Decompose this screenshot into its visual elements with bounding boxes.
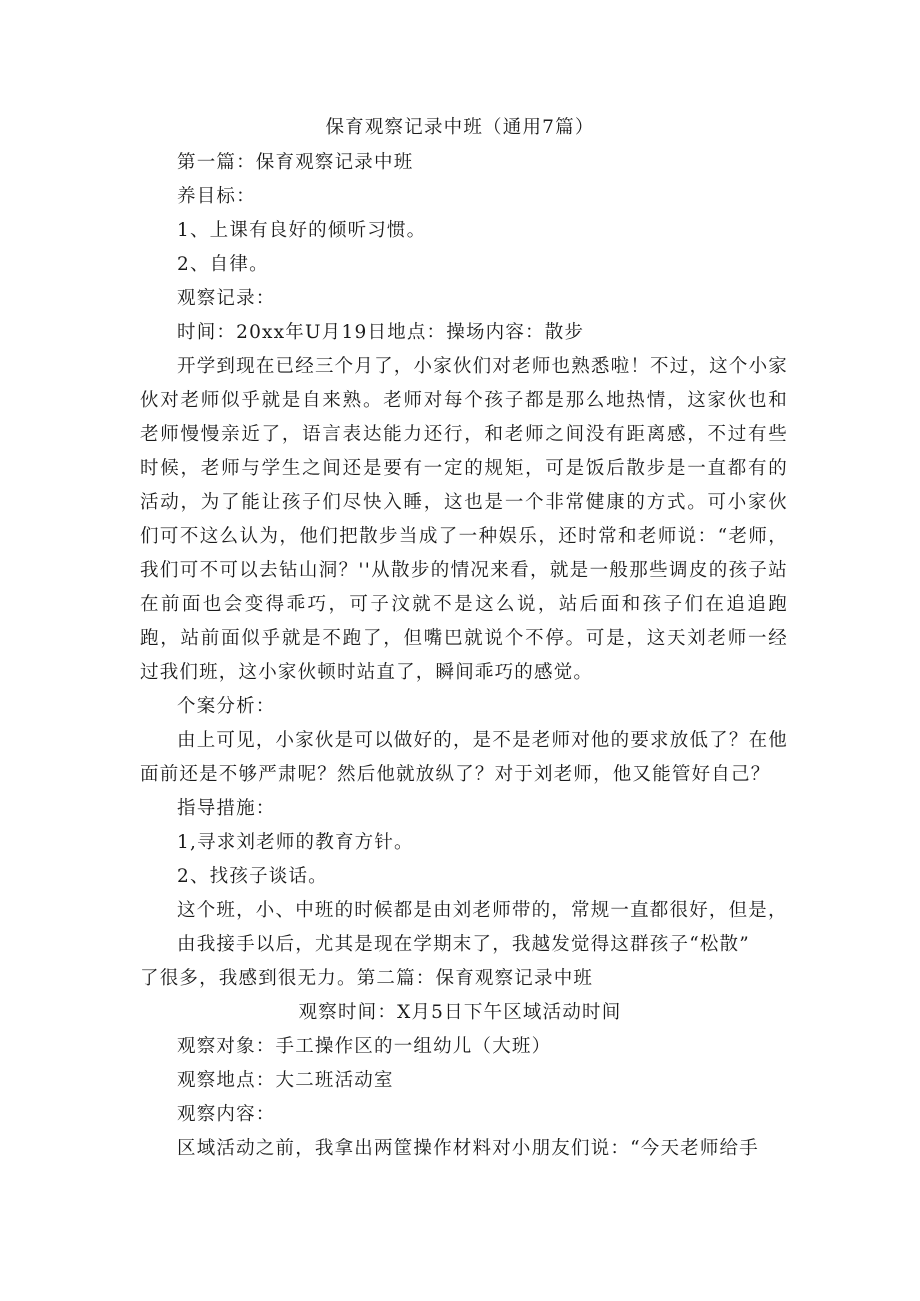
closing-line-1: 这个班，小、中班的时候都是由刘老师带的，常规一直都很好，但是， xyxy=(177,900,788,921)
observe-content-label: 观察内容： xyxy=(177,1104,276,1125)
observe-time: 观察时间：X月5日下午区域活动时间 xyxy=(298,1002,622,1023)
analysis-paragraph: 由上可见，小家伙是可以做好的，是不是老师对他的要求放低了？在他面前还是不够严肃呢？然后他就放纵了？对于刘老师，他又能管好自己？ xyxy=(140,730,788,785)
goal-item-2: 2、自律。 xyxy=(177,254,269,275)
measures-label: 指导措施： xyxy=(177,798,276,819)
observe-place: 观察地点：大二班活动室 xyxy=(177,1070,394,1091)
record-meta: 时间：20xx年U月19日地点：操场内容：散步 xyxy=(177,322,585,343)
record-paragraph: 开学到现在已经三个月了，小家伙们对老师也熟悉啦！不过，这个小家伙对老师似乎就是自来熟。老师对每个孩子都是那么地热情，这家伙也和老师慢慢亲近了，语言表达能力还行，和老师之间没有距离感，不过有些时候，老师与学生之间还是要有一定的规矩，可是饭后散步是一直都有的活动，为了能让孩子们尽快入睡，这也是一个非常健康的方式。可小家伙们可不这么认为，他们把散步当成了一种娱乐，还时常和老师说：“老师，我们可不可以去钻山洞？''从散步的情况来看，就是一般那些调皮的孩子站在前面也会变得乖巧，可子汶就不是这么说，站后面和孩子们在追追跑跑，站前面似乎就是不跑了，但嘴巴就说个不停。可是，这天刘老师一经过我们班，这小家伙顿时站直了，瞬间乖巧的感觉。 xyxy=(140,356,788,683)
section1-heading: 第一篇：保育观察记录中班 xyxy=(177,152,414,173)
measure-item-2: 2、找孩子谈话。 xyxy=(177,866,328,887)
goal-label: 养目标： xyxy=(177,186,256,207)
measure-item-1: 1,寻求刘老师的教育方针。 xyxy=(177,832,414,853)
record-label: 观察记录： xyxy=(177,288,276,309)
closing-line-2: 由我接手以后，尤其是现在学期末了，我越发觉得这群孩子“松散” xyxy=(177,934,750,955)
closing-line-3: 了很多，我感到很无力。第二篇：保育观察记录中班 xyxy=(140,968,594,989)
analysis-label: 个案分析： xyxy=(177,696,276,717)
document-title: 保育观察记录中班（通用7篇） xyxy=(325,117,595,138)
observe-object: 观察对象：手工操作区的一组幼儿（大班） xyxy=(177,1036,552,1057)
observe-content-text: 区域活动之前，我拿出两筐操作材料对小朋友们说：“今天老师给手 xyxy=(177,1138,759,1159)
goal-item-1: 1、上课有良好的倾听习惯。 xyxy=(177,220,427,241)
